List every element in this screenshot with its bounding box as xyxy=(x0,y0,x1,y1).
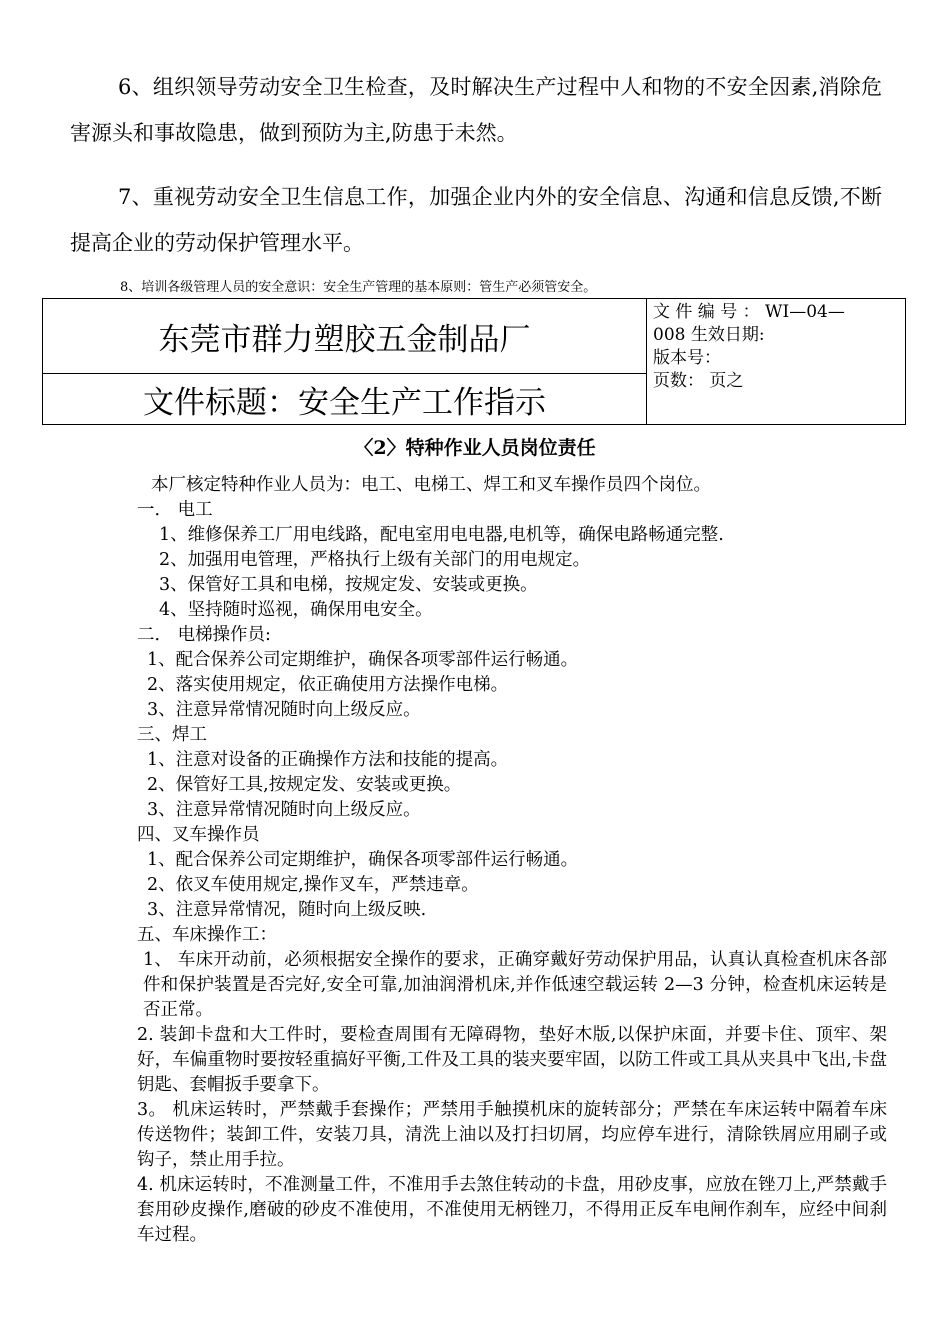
section-heading: 五、车床操作工： xyxy=(137,925,277,945)
document-header-table xyxy=(42,298,906,425)
section-heading: 三、焊工 xyxy=(137,725,207,745)
list-item: 4. 机床运转时，不准测量工件，不准用手去煞住转动的卡盘，用砂皮事，应放在锉刀上,严禁戴手套用砂皮操作,磨破的砂皮不准使用，不准使用无柄锉刀，不得用正反车电闸作刹车，应经中间刹车过程。 xyxy=(137,1175,887,1245)
section-heading: 二． 电梯操作员: xyxy=(137,625,271,645)
effective-date: 008 生效日期: xyxy=(653,325,765,345)
page-count: 页数： 页之 xyxy=(653,371,744,391)
list-item: 2、加强用电管理，严格执行上级有关部门的用电规定。 xyxy=(159,550,591,570)
list-item: 2、保管好工具,按规定发、安装或更换。 xyxy=(147,775,462,795)
section-heading: 一． 电工 xyxy=(137,500,213,520)
list-item: 1、 车床开动前，必须根据安全操作的要求，正确穿戴好劳动保护用品，认真认真检查机床各部件和保护装置是否完好,安全可靠,加油润滑机床,并作低速空载运转 2—3 分钟，检查机床运转是否正常。 xyxy=(143,950,887,1020)
list-item: 1、维修保养工厂用电线路，配电室用电电器,电机等，确保电路畅通完整. xyxy=(159,525,724,545)
section-heading: 四、叉车操作员 xyxy=(137,825,260,845)
intro-line: 本厂核定特种作业人员为：电工、电梯工、焊工和叉车操作员四个岗位。 xyxy=(151,475,711,495)
document-title: 文件标题：安全生产工作指示 xyxy=(43,374,647,425)
list-item: 1、注意对设备的正确操作方法和技能的提高。 xyxy=(147,750,509,770)
list-item: 3、保管好工具和电梯，按规定发、安装或更换。 xyxy=(159,575,538,595)
paragraph-7 xyxy=(70,174,882,266)
list-item: 1、配合保养公司定期维护，确保各项零部件运行畅通。 xyxy=(147,850,579,870)
section-title: 〈2〉特种作业人员岗位责任 xyxy=(354,437,596,459)
document-meta xyxy=(647,299,906,425)
list-item: 4、坚持随时巡视，确保用电安全。 xyxy=(159,600,433,620)
version-number: 版本号： xyxy=(653,348,721,368)
paragraph-7-text: 7、重视劳动安全卫生信息工作，加强企业内外的安全信息、沟通和信息反馈,不断提高企业的劳动保护管理水平。 xyxy=(70,185,882,255)
note-8: 8、培训各级管理人员的安全意识：安全生产管理的基本原则：管生产必须管安全。 xyxy=(120,280,597,295)
paragraph-6-text: 6、组织领导劳动安全卫生检查，及时解决生产过程中人和物的不安全因素,消除危害源头和事故隐患，做到预防为主,防患于未然。 xyxy=(70,75,882,145)
list-item: 2、依叉车使用规定,操作叉车，严禁违章。 xyxy=(147,875,479,895)
list-item: 3。 机床运转时，严禁戴手套操作；严禁用手触摸机床的旋转部分；严禁在车床运转中隔着车床传送物件；装卸工件，安装刀具，清洗上油以及打扫切屑，均应停车进行，清除铁屑应用刷子或钩子，禁止用手拉。 xyxy=(137,1100,887,1170)
paragraph-6 xyxy=(70,64,882,156)
list-item: 3、注意异常情况随时向上级反应。 xyxy=(147,700,421,720)
list-item: 2、落实使用规定，依正确使用方法操作电梯。 xyxy=(147,675,509,695)
list-item: 2. 装卸卡盘和大工件时，要检查周围有无障碍物，垫好木版,以保护床面，并要卡住、顶牢、架好，车偏重物时要按轻重搞好平衡,工件及工具的装夹要牢固，以防工件或工具从夹具中飞出,卡盘钥匙、套帽扳手要拿下。 xyxy=(137,1025,887,1095)
list-item: 3、注意异常情况，随时向上级反映. xyxy=(147,900,427,920)
company-name: 东莞市群力塑胶五金制品厂 xyxy=(43,299,647,374)
list-item: 1、配合保养公司定期维护，确保各项零部件运行畅通。 xyxy=(147,650,579,670)
list-item: 3、注意异常情况随时向上级反应。 xyxy=(147,800,421,820)
file-number: 文 件 编 号 ： WI—04— xyxy=(653,302,845,322)
body-text xyxy=(137,473,887,1248)
